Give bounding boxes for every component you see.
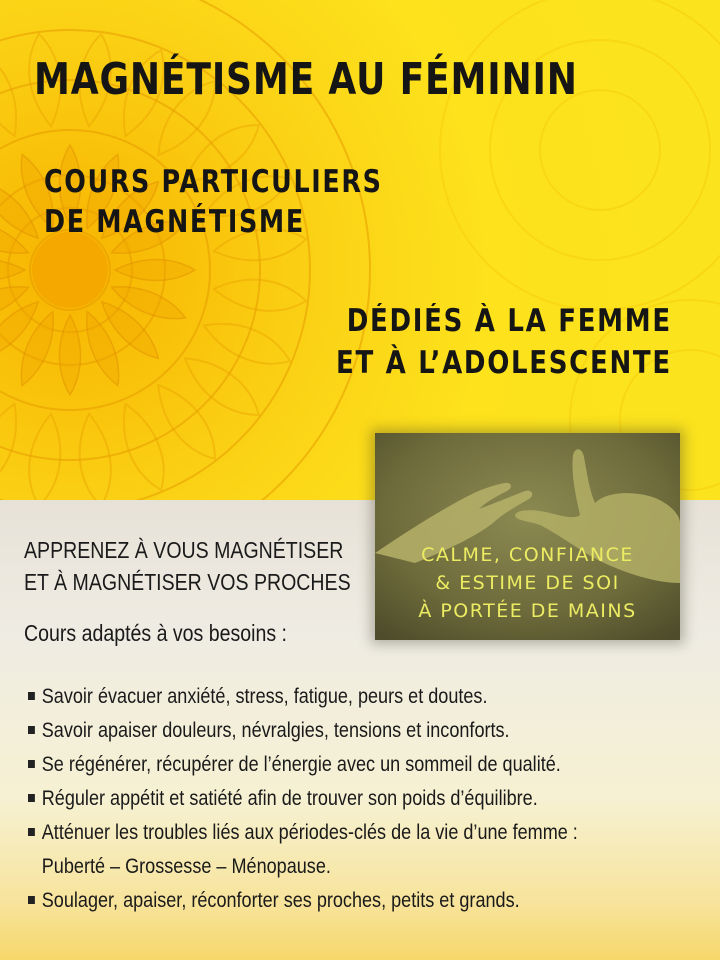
mandala-petal <box>59 315 80 395</box>
list-item <box>28 714 578 748</box>
benefit-continuation: Puberté – Grossesse – Ménopause. <box>41 855 331 878</box>
bullet-icon <box>28 794 35 802</box>
list-item <box>28 680 578 714</box>
mandala-outer-petal <box>0 398 28 495</box>
caption-line-1: CALME, CONFIANCE <box>421 544 634 566</box>
intro-line-2: ET À MAGNÉTISER VOS PROCHES <box>24 569 351 595</box>
page-title: MAGNÉTISME AU FÉMININ <box>34 54 578 105</box>
benefit-text: Savoir apaiser douleurs, névralgies, tensions et inconforts. <box>41 719 510 742</box>
benefit-text: Savoir évacuer anxiété, stress, fatigue, peurs et doutes. <box>41 685 488 708</box>
mandala-petal <box>0 259 25 280</box>
mandala-outer-petal <box>146 376 226 468</box>
mandala-petal <box>115 259 195 280</box>
subtitle-line-2: DE MAGNÉTISME <box>44 204 305 240</box>
dedication-line-1: DÉDIÉS À LA FEMME <box>346 303 672 339</box>
subtitle <box>44 162 383 242</box>
photo-caption <box>375 541 680 625</box>
benefit-text: Atténuer les troubles liés aux périodes-clés de la vie d’une femme : <box>41 821 578 844</box>
list-item <box>28 748 578 782</box>
list-item <box>28 884 578 918</box>
dedication-heading <box>336 300 672 384</box>
bullet-icon <box>28 896 35 904</box>
list-item-continuation <box>28 850 578 884</box>
subtitle-line-1: COURS PARTICULIERS <box>44 164 383 200</box>
dedication-line-2: ET À L’ADOLESCENTE <box>336 345 672 381</box>
bullet-icon <box>28 726 35 734</box>
mandala-outer-petal <box>24 412 66 500</box>
bullet-icon <box>28 692 35 700</box>
mandala-outer-petal <box>212 274 308 316</box>
caption-line-2: & ESTIME DE SOI <box>435 572 620 594</box>
bullet-icon <box>28 828 35 836</box>
intro-line-1: APPRENEZ À VOUS MAGNÉTISER <box>24 537 344 563</box>
benefit-text: Réguler appétit et satiété afin de trouver son poids d’équilibre. <box>41 787 538 810</box>
benefit-text: Se régénérer, récupérer de l’énergie avec un sommeil de qualité. <box>41 753 561 776</box>
bullet-icon <box>28 760 35 768</box>
mandala-center <box>32 232 108 308</box>
mandala-outer-petal <box>176 346 268 426</box>
benefit-text: Soulager, apaiser, réconforter ses proches, petits et grands. <box>41 889 520 912</box>
caption-line-3: À PORTÉE DE MAINS <box>418 600 637 622</box>
intro-text <box>24 534 351 598</box>
mandala-outer-petal <box>74 412 116 500</box>
list-item <box>28 816 578 850</box>
benefits-list <box>28 680 667 918</box>
mandala-outer-petal <box>0 44 28 141</box>
adapted-label: Cours adaptés à vos besoins : <box>24 620 287 646</box>
list-item <box>28 782 578 816</box>
hands-photo <box>375 433 680 640</box>
